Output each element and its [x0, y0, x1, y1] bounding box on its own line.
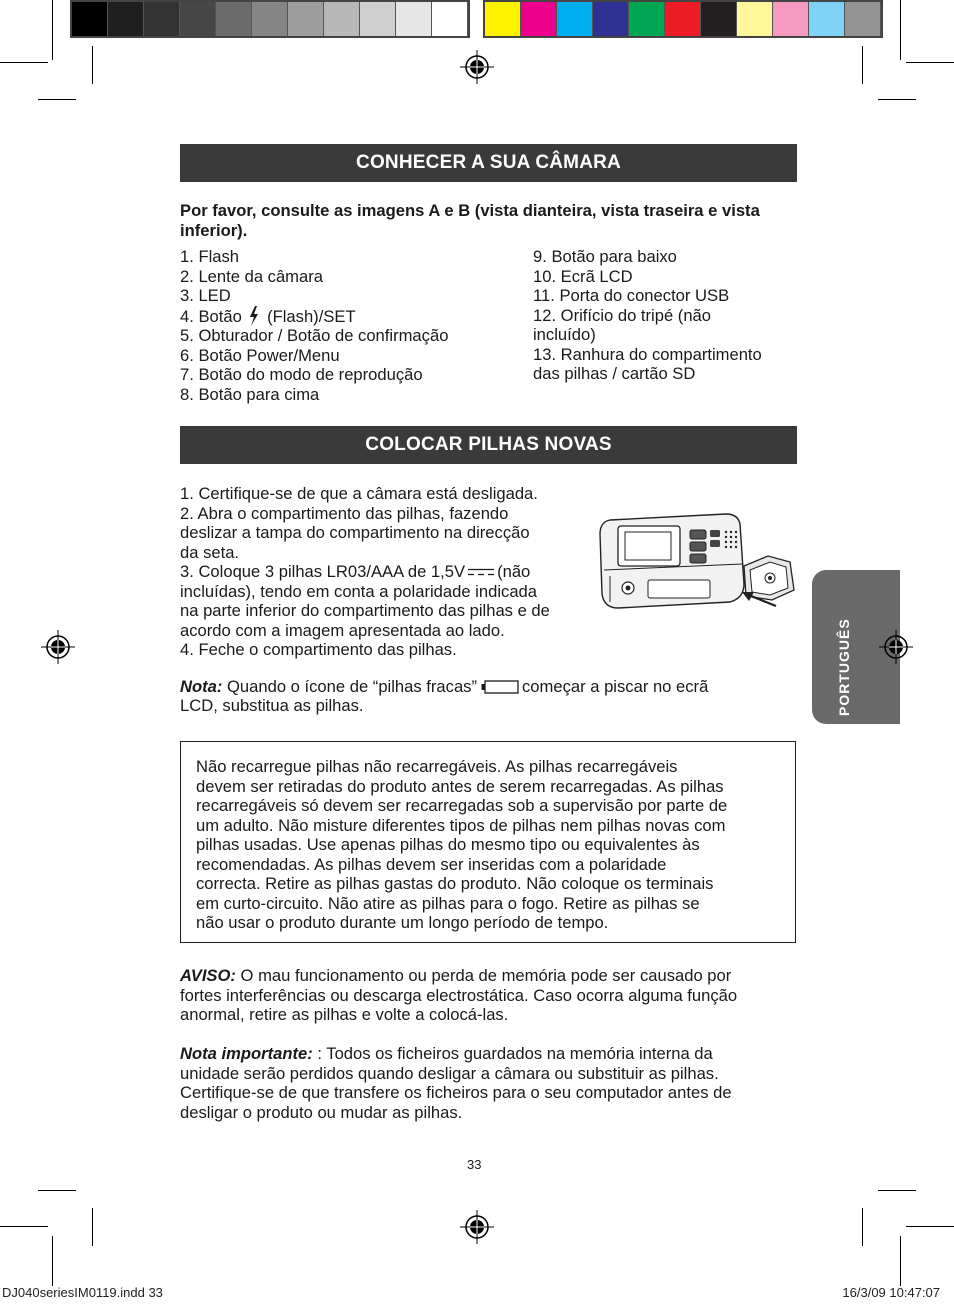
low-battery-icon: [481, 680, 519, 694]
list-item: incluído): [533, 325, 596, 344]
list-item-label: 4. Botão: [180, 306, 242, 326]
warning-line: recomendadas. As pilhas devem ser inseridas com a polaridade: [196, 854, 667, 874]
color-swatch: [432, 2, 468, 36]
step-line: da seta.: [180, 542, 240, 562]
note-text: começar a piscar no ecrã: [522, 677, 709, 696]
important-note-label: Nota importante:: [180, 1044, 313, 1063]
note-label: Nota:: [180, 677, 223, 696]
step-line: acordo com a imagem apresentada ao lado.: [180, 620, 505, 640]
color-swatch: [773, 2, 809, 36]
important-note-text: unidade serão perdidos quando desligar a câmara ou substituir as pilhas.: [180, 1063, 719, 1083]
list-item: 11. Porta do conector USB: [533, 286, 730, 305]
color-swatch: [324, 2, 360, 36]
section-title-know-camera: CONHECER A SUA CÂMARA: [180, 144, 797, 182]
color-swatch: [216, 2, 252, 36]
list-item: 1. Flash: [180, 247, 240, 266]
list-item: 8. Botão para cima: [180, 384, 320, 404]
step-line-voltage: [180, 562, 550, 582]
aviso-text: fortes interferências ou descarga electrostática. Caso ocorra alguma função: [180, 985, 738, 1005]
footer-filename: DJ040seriesIM0119.indd 33: [2, 1285, 163, 1300]
page-number: 33: [467, 1157, 482, 1172]
dc-current-icon: [468, 568, 494, 576]
important-note-text: : Todos os ficheiros guardados na memória interna da: [312, 1044, 713, 1063]
note-low-battery: [180, 677, 708, 697]
important-note-text: Certifique-se de que transfere os ficheiros para o seu computador antes de: [180, 1083, 732, 1102]
color-swatch: [629, 2, 665, 36]
step-line: 1. Certifique-se de que a câmara está desligada.: [180, 484, 538, 503]
list-item: 2. Lente da câmara: [180, 266, 323, 286]
aviso-text: O mau funcionamento ou perda de memória pode ser causado por: [235, 966, 732, 985]
color-swatch: [252, 2, 288, 36]
step3-suffix: (não: [497, 562, 531, 581]
color-swatch: [521, 2, 557, 36]
camera-illustration: [598, 510, 800, 614]
warning-line: correcta. Retire as pilhas gastas do produto. Não coloque os terminais: [196, 874, 714, 893]
list-item: 10. Ecrã LCD: [533, 266, 633, 286]
list-item-flash-set: [180, 306, 448, 327]
important-note-paragraph: [180, 1044, 732, 1122]
section-title-batteries: COLOCAR PILHAS NOVAS: [180, 426, 797, 464]
step-line: deslizar a tampa do compartimento na direcção: [180, 523, 530, 542]
grayscale-color-bar: [70, 0, 470, 38]
step3-prefix: 3. Coloque 3 pilhas LR03/AAA de 1,5V: [180, 562, 466, 581]
note-text-line2: LCD, substitua as pilhas.: [180, 696, 364, 715]
color-swatch: [845, 2, 881, 36]
list-item: 7. Botão do modo de reprodução: [180, 365, 423, 384]
list-item: 13. Ranhura do compartimento: [533, 344, 762, 364]
registration-mark-icon: [41, 630, 75, 664]
parts-list-left: [180, 247, 448, 404]
step-line: incluídas), tendo em conta a polaridade indicada: [180, 581, 538, 601]
step-line: na parte inferior do compartimento das pilhas e de: [180, 601, 550, 620]
registration-mark-icon: [460, 1210, 494, 1244]
list-item-suffix: (Flash)/SET: [267, 306, 356, 326]
color-swatch: [665, 2, 701, 36]
color-swatch: [737, 2, 773, 36]
registration-mark-icon: [460, 50, 494, 84]
battery-warning-box: [180, 741, 796, 943]
warning-line: Não recarregue pilhas não recarregáveis. As pilhas recarregáveis: [196, 757, 678, 776]
color-swatch: [144, 2, 180, 36]
battery-steps: [180, 484, 550, 660]
warning-text: [196, 757, 727, 933]
color-swatch: [360, 2, 396, 36]
color-swatch: [809, 2, 845, 36]
language-tab-label: PORTUGUÊS: [836, 618, 852, 716]
warning-line: não usar o produto durante um longo período de tempo.: [196, 913, 609, 932]
color-swatch: [701, 2, 737, 36]
color-swatch: [557, 2, 593, 36]
list-item: 6. Botão Power/Menu: [180, 345, 340, 365]
warning-line: devem ser retiradas do produto antes de serem recarregadas. As pilhas: [196, 776, 724, 796]
warning-line: pilhas usadas. Use apenas pilhas do mesmo tipo ou equivalentes às: [196, 835, 700, 854]
flash-icon: [248, 306, 260, 326]
intro-text: Por favor, consulte as imagens A e B (vista dianteira, vista traseira e vista inferior).: [180, 201, 760, 240]
color-swatch: [180, 2, 216, 36]
process-color-bar: [483, 0, 883, 38]
aviso-text: anormal, retire as pilhas e volte a colocá-las.: [180, 1005, 509, 1024]
note-text: Quando o ícone de “pilhas fracas”: [222, 677, 477, 696]
color-swatch: [485, 2, 521, 36]
color-swatch: [72, 2, 108, 36]
list-item: 3. LED: [180, 286, 231, 305]
list-item: 9. Botão para baixo: [533, 247, 677, 266]
aviso-paragraph: [180, 966, 737, 1025]
color-swatch: [288, 2, 324, 36]
list-item: 5. Obturador / Botão de confirmação: [180, 326, 449, 345]
color-swatch: [593, 2, 629, 36]
list-item: das pilhas / cartão SD: [533, 364, 696, 383]
registration-mark-icon: [879, 630, 913, 664]
footer-timestamp: 16/3/09 10:47:07: [842, 1285, 940, 1300]
color-swatch: [396, 2, 432, 36]
warning-line: um adulto. Não misture diferentes tipos de pilhas nem pilhas novas com: [196, 815, 726, 835]
parts-list-right: [533, 247, 762, 384]
warning-line: em curto-circuito. Não atire as pilhas para o fogo. Retire as pilhas se: [196, 893, 700, 913]
color-swatch: [108, 2, 144, 36]
warning-line: recarregáveis só devem ser recarregadas sob a supervisão por parte de: [196, 796, 728, 815]
list-item: 12. Orifício do tripé (não: [533, 305, 712, 325]
important-note-text: desligar o produto ou mudar as pilhas.: [180, 1102, 463, 1122]
aviso-label: AVISO:: [180, 966, 236, 985]
step-line: 2. Abra o compartimento das pilhas, fazendo: [180, 503, 509, 523]
step-line: 4. Feche o compartimento das pilhas.: [180, 640, 457, 659]
